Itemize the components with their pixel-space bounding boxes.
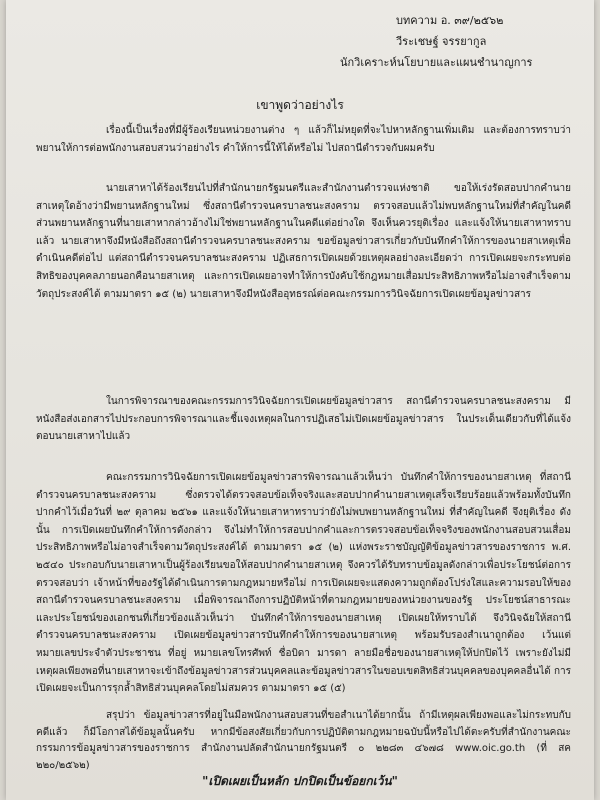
article-code: บทความ อ. ๓๙/๒๕๖๒ (396, 14, 504, 27)
author-position: นักวิเคราะห์นโยบายและแผนชำนาญการ (340, 56, 533, 69)
paragraph-text: ในการพิจารณาของคณะกรรมการวินิจฉัยการเปิดเผยข้อมูลข่าวสาร สถานีตำรวจนครบาลชนะสงคราม มีหนังสือส่งเอกสารไปประกอบการพิจารณาและชี้แจงเหตุผลในการปฏิเสธไม่เปิดเผยข้อมูลข่าวสาร ในประเด็นเดียวกับที่ได้แจ้งตอบนายเสาหาไปแล้ว (36, 396, 571, 443)
document-page (6, 0, 594, 800)
paragraph-review (36, 393, 571, 446)
motto: "เปิดเผยเป็นหลัก ปกปิดเป็นข้อยกเว้น" (202, 774, 398, 788)
paragraph-summary (36, 708, 571, 774)
paragraph-text: สรุปว่า ข้อมูลข่าวสารที่อยู่ในมือพนักงานสอบสวนที่ขอสำเนาได้ยากนั้น ถ้ามีเหตุผลเพียงพอและไม่กระทบกับคดีแล้ว ก็มีโอกาสได้ข้อมูลนั้นครับ หากมีข้อสงสัยเกี่ยวกับการปฏิบัติตามกฎหมายฉบับนี้หรือไปได้ตะครับที่สำนักงานคณะกรรมการข้อมูลข่าวสารของราชการ สำนักงานปลัดสำนักนายกรัฐมนตรี ๐ ๒๒๘๓ ๔๖๗๘ www.oic.go.th (ที่ สค ๒๒๐/๒๕๖๒) (36, 710, 571, 771)
article-header (334, 10, 554, 73)
paragraph-intro (36, 122, 571, 157)
paragraph-text: คณะกรรมการวินิจฉัยการเปิดเผยข้อมูลข่าวสารพิจารณาแล้วเห็นว่า บันทึกคำให้การของนายสาเหตุ ที่สถานีตำรวจนครบาลชนะสงคราม ซึ่งตรวจได้ตรวจสอบข้อเท็จจริงและสอบปากคำนายสาเหตุเสร็จเรียบร้อยแล้วพร้อมทั้งบันทึกปากคำไว้เมื่อวันที่ ๒๙ ตุลาคม ๒๕๖๑ และแจ้งให้นายเสาหาทราบว่ายังไม่พบพยานหลักฐานใหม่ ที่สำคัญในคดี จึงยุติเรื่อง ดังนั้น การเปิดเผยบันทึกคำให้การดังกล่าว จึงไม่ทำให้การสอบปากคำและการตรวจสอบข้อเท็จจริงของพนักงานสอบสวนเสื่อมประสิทธิภาพหรือไม่อาจสำเร็จตามวัตถุประสงค์ได้ ตามมาตรา ๑๕ (๒) แห่งพระราชบัญญัติข้อมูลข่าวสารของราชการ พ.ศ. ๒๕๔๐ ประกอบกับนายเสาหาเป็นผู้ร้องเรียนขอให้สอบปากคำนายสาเหตุ จึงควรได้รับทราบข้อมูลดังกล่าวเพื่อประโยชน์ต่อการตรวจสอบว่า เจ้าหน้าที่ของรัฐได้ดำเนินการตามกฎหมายหรือไม่ การเปิดเผยจะแสดงความถูกต้องโปร่งใสและความรอบให้ของสถานีตำรวจนครบาลชนะสงคราม เมื่อพิจารณาถึงการปฏิบัติหน้าที่ตามกฎหมายของหน่วยงานของรัฐ ประโยชน์สาธารณะ และประโยชน์ของเอกชนที่เกี่ยวข้องแล้วเห็นว่า บันทึกคำให้การของนายสาเหตุ เปิดเผยให้ทราบได้ จึงวินิจฉัยให้สถานีตำรวจนครบาลชนะสงคราม เปิดเผยข้อมูลข่าวสารบันทึกคำให้การของนายสาเหตุ พร้อมรับรองสำเนาถูกต้อง เว้นแต่ หมายเลขประจำตัวประชาชน ที่อยู่ หมายเลขโทรศัพท์ ชื่อบิดา มารดา ลายมือชื่อของนายสาเหตุให้ปกปิดไว้ เพราะยังไม่มีเหตุผลเพียงพอที่นายเสาหาจะเข้าถึงข้อมูลข่าวสารส่วนบุคคลและข้อมูลข่าวสารในขอบเขตสิทธิส่วนบุคคลของบุคคลอื่นได้ การเปิดเผยจะเป็นการรุกล้ำสิทธิส่วนบุคคลโดยไม่สมควร ตามมาตรา ๑๕ (๕) (36, 472, 571, 695)
author-name: วีระเชษฐ์ จรรยากูล (396, 35, 487, 48)
paragraph-text: เรื่องนี้เป็นเรื่องที่มีผู้ร้องเรียนหน่วยงานต่าง ๆ แล้วก็ไม่หยุดที่จะไปหาหลักฐานเพิ่มเติม และต้องการทราบว่า พยานให้การต่อพนักงานสอบสวนว่าอย่างไร คำให้การนี้ให้ได้หรือไม่ ไปสถานีตำรวจกับผมครับ (36, 125, 571, 154)
paragraph-text: นายเสาหาได้ร้องเรียนไปที่สำนักนายกรัฐมนตรีและสำนักงานตำรวจแห่งชาติ ขอให้เร่งรัดสอบปากคำนายสาเหตุใดอ้างว่ามีพยานหลักฐานใหม่ ซึ่งสถานีตำรวจนครบาลชนะสงคราม ตรวจสอบแล้วไม่พบหลักฐานใหม่ที่สำคัญในคดี ส่วนพยานหลักฐานที่นายเสาหากล่าวอ้างไม่ใช่พยานหลักฐานในคดีแต่อย่างใด จึงเห็นควรยุติเรื่อง และแจ้งให้นายเสาหาทราบแล้ว นายเสาหาจึงมีหนังสือถึงสถานีตำรวจนครบาลชนะสงคราม ขอข้อมูลข่าวสารเกี่ยวกับบันทึกคำให้การของนายสาเหตุเพื่อดำเนินคดีต่อไป แต่สถานีตำรวจนครบาลชนะสงคราม ปฏิเสธการเปิดเผยด้วยเหตุผลอย่างละเอียดว่า การเปิดเผยจะกระทบต่อสิทธิของบุคคลภายนอกคือนายสาเหตุ และการเปิดเผยอาจทำให้การบังคับใช้กฎหมายเสื่อมประสิทธิภาพหรือไม่อาจสำเร็จตามวัตถุประสงค์ได้ ตามมาตรา ๑๕ (๒) นายเสาหาจึงมีหนังสืออุทธรณ์ต่อคณะกรรมการวินิจฉัยการเปิดเผยข้อมูลข่าวสาร (36, 183, 571, 300)
paragraph-decision (36, 469, 571, 698)
article-title: เขาพูดว่าอย่างไร (256, 98, 344, 112)
paragraph-complaint (36, 180, 571, 303)
